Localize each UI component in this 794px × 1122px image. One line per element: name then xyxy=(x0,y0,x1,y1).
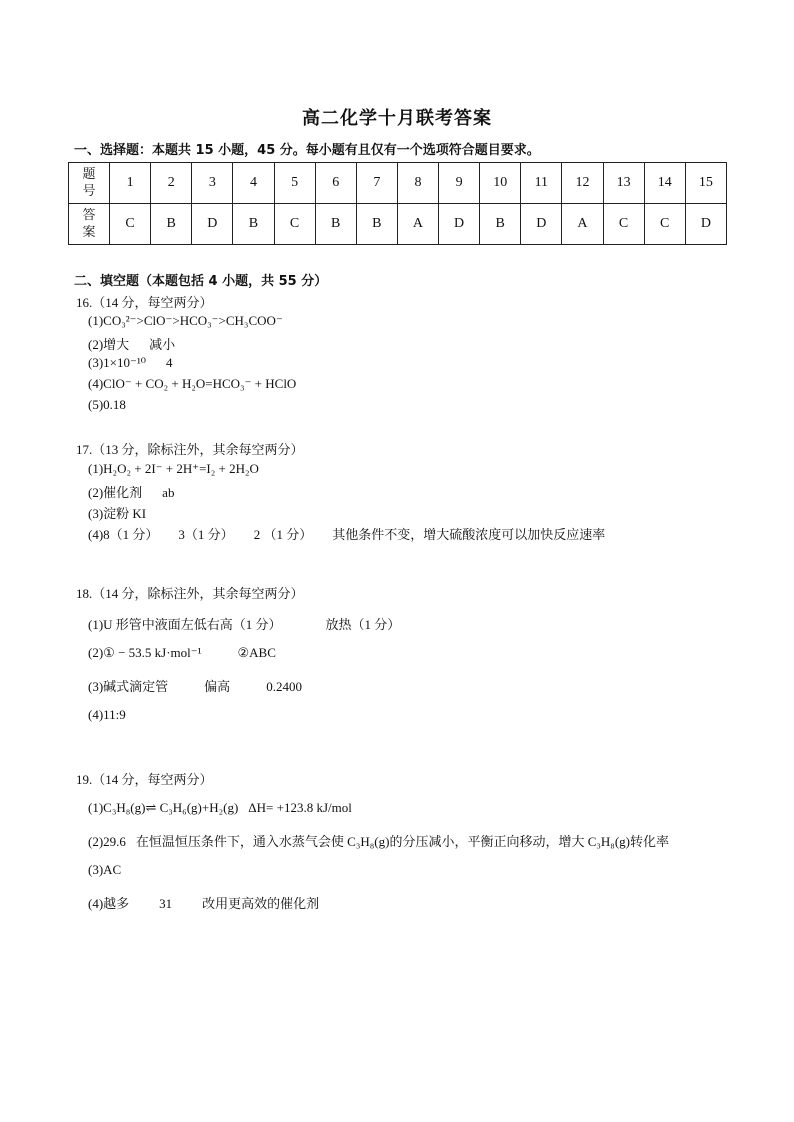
q19-answer-1 xyxy=(88,800,352,816)
answer-cell: C xyxy=(274,204,315,245)
q19-heading: 19.（14 分，每空两分） xyxy=(76,772,213,787)
question-number: 6 xyxy=(315,163,356,204)
section1-heading: 一、选择题：本题共 15 小题，45 分。每小题有且仅有一个选项符合题目要求。 xyxy=(74,143,540,158)
q18-answer-1a: (1)U 形管中液面左低右高（1 分） xyxy=(88,617,282,632)
q18-answer-2b: ②ABC xyxy=(237,645,276,660)
q17-answer-2b: ab xyxy=(162,485,175,500)
question-number: 2 xyxy=(151,163,192,204)
table-row-numbers xyxy=(69,163,727,204)
question-number: 3 xyxy=(192,163,233,204)
q17-answer-3: (3)淀粉 KI xyxy=(88,506,147,521)
q16-heading: 16.（14 分，每空两分） xyxy=(76,295,213,310)
answer-cell: C xyxy=(110,204,151,245)
table-row-answers xyxy=(69,204,727,245)
answer-cell: B xyxy=(151,204,192,245)
q19-answer-1a: (1)C₃H₈(g)⇌ C₃H₆(g)+H₂(g) xyxy=(88,800,239,815)
answer-cell: A xyxy=(397,204,438,245)
question-number: 11 xyxy=(521,163,562,204)
q17-answer-4 xyxy=(88,524,605,543)
question-number: 4 xyxy=(233,163,274,204)
row-label-number xyxy=(69,163,110,204)
answer-table xyxy=(68,162,727,245)
question-number: 12 xyxy=(562,163,603,204)
row-label-number-char: 题 xyxy=(82,167,96,182)
answer-cell: B xyxy=(315,204,356,245)
q17-answer-4b: 3（1 分） xyxy=(178,527,234,542)
q18-heading: 18.（14 分，除标注外，其余每空两分） xyxy=(76,586,304,601)
q17-answer-2a: (2)催化剂 xyxy=(88,485,143,500)
page-title: 高二化学十月联考答案 xyxy=(302,108,492,129)
q17-answer-2 xyxy=(88,482,174,501)
q18-answer-3c: 0.2400 xyxy=(266,679,302,694)
q19-answer-4b: 31 xyxy=(159,896,173,911)
answer-cell: C xyxy=(603,204,644,245)
q18-answer-3a: (3)碱式滴定管 xyxy=(88,679,169,694)
q17-heading: 17.（13 分，除标注外，其余每空两分） xyxy=(76,442,304,457)
section2-heading: 二、填空题（本题包括 4 小题，共 55 分） xyxy=(74,274,328,289)
q16-answer-3b: 4 xyxy=(165,355,173,370)
question-number: 10 xyxy=(480,163,521,204)
q18-answer-4: (4)11:9 xyxy=(88,707,126,722)
q19-answer-2b: 在恒温恒压条件下，通入水蒸气会使 C₃H₈(g)的分压减小，平衡正向移动，增大 C₃H₈(g)转化率 xyxy=(135,834,669,849)
question-number: 8 xyxy=(397,163,438,204)
q16-answer-3 xyxy=(88,355,172,371)
q17-answer-4d: 其他条件不变，增大硫酸浓度可以加快反应速率 xyxy=(332,527,606,542)
question-number: 13 xyxy=(603,163,644,204)
question-number: 9 xyxy=(439,163,480,204)
answer-cell: D xyxy=(439,204,480,245)
answer-cell: B xyxy=(480,204,521,245)
row-label-number-char: 号 xyxy=(82,184,96,199)
q16-answer-4: (4)ClO⁻ + CO₂ + H₂O=HCO₃⁻ + HClO xyxy=(88,376,297,391)
q16-answer-2b: 减小 xyxy=(149,337,176,352)
question-number: 7 xyxy=(356,163,397,204)
q18-answer-2 xyxy=(88,645,276,661)
q16-answer-5: (5)0.18 xyxy=(88,397,126,412)
question-number: 5 xyxy=(274,163,315,204)
q19-answer-3: (3)AC xyxy=(88,862,122,877)
answer-cell: D xyxy=(521,204,562,245)
q17-answer-4a: (4)8（1 分） xyxy=(88,527,159,542)
row-label-answer-char: 案 xyxy=(82,225,96,240)
q19-answer-2 xyxy=(88,831,669,850)
q18-answer-2a: (2)① − 53.5 kJ·mol⁻¹ xyxy=(88,645,202,660)
question-number: 1 xyxy=(110,163,151,204)
q19-answer-4a: (4)越多 xyxy=(88,896,130,911)
question-number: 14 xyxy=(644,163,685,204)
answer-cell: C xyxy=(644,204,685,245)
q18-answer-1b: 放热（1 分） xyxy=(325,617,401,632)
row-label-answer xyxy=(69,204,110,245)
q18-answer-3b: 偏高 xyxy=(204,679,231,694)
q17-answer-4c: 2 （1 分） xyxy=(253,527,313,542)
q19-answer-4c: 改用更高效的催化剂 xyxy=(202,896,320,911)
answer-cell: B xyxy=(233,204,274,245)
q18-answer-3 xyxy=(88,676,302,695)
q16-answer-1: (1)CO₃²⁻>ClO⁻>HCO₃⁻>CH₃COO⁻ xyxy=(88,313,283,328)
answer-cell: D xyxy=(192,204,233,245)
answer-cell: B xyxy=(356,204,397,245)
q16-answer-3a: (3)1×10⁻¹⁰ xyxy=(88,355,146,370)
q16-answer-2a: (2)增大 xyxy=(88,337,130,352)
q19-answer-2a: (2)29.6 xyxy=(88,834,126,849)
answer-cell: A xyxy=(562,204,603,245)
question-number: 15 xyxy=(685,163,726,204)
q17-answer-1: (1)H₂O₂ + 2I⁻ + 2H⁺=I₂ + 2H₂O xyxy=(88,461,259,476)
q18-answer-1 xyxy=(88,614,400,633)
answer-cell: D xyxy=(685,204,726,245)
row-label-answer-char: 答 xyxy=(82,208,96,223)
q19-answer-4 xyxy=(88,893,319,912)
q16-answer-2 xyxy=(88,334,175,353)
q19-answer-1b: ΔH= +123.8 kJ/mol xyxy=(248,800,352,815)
